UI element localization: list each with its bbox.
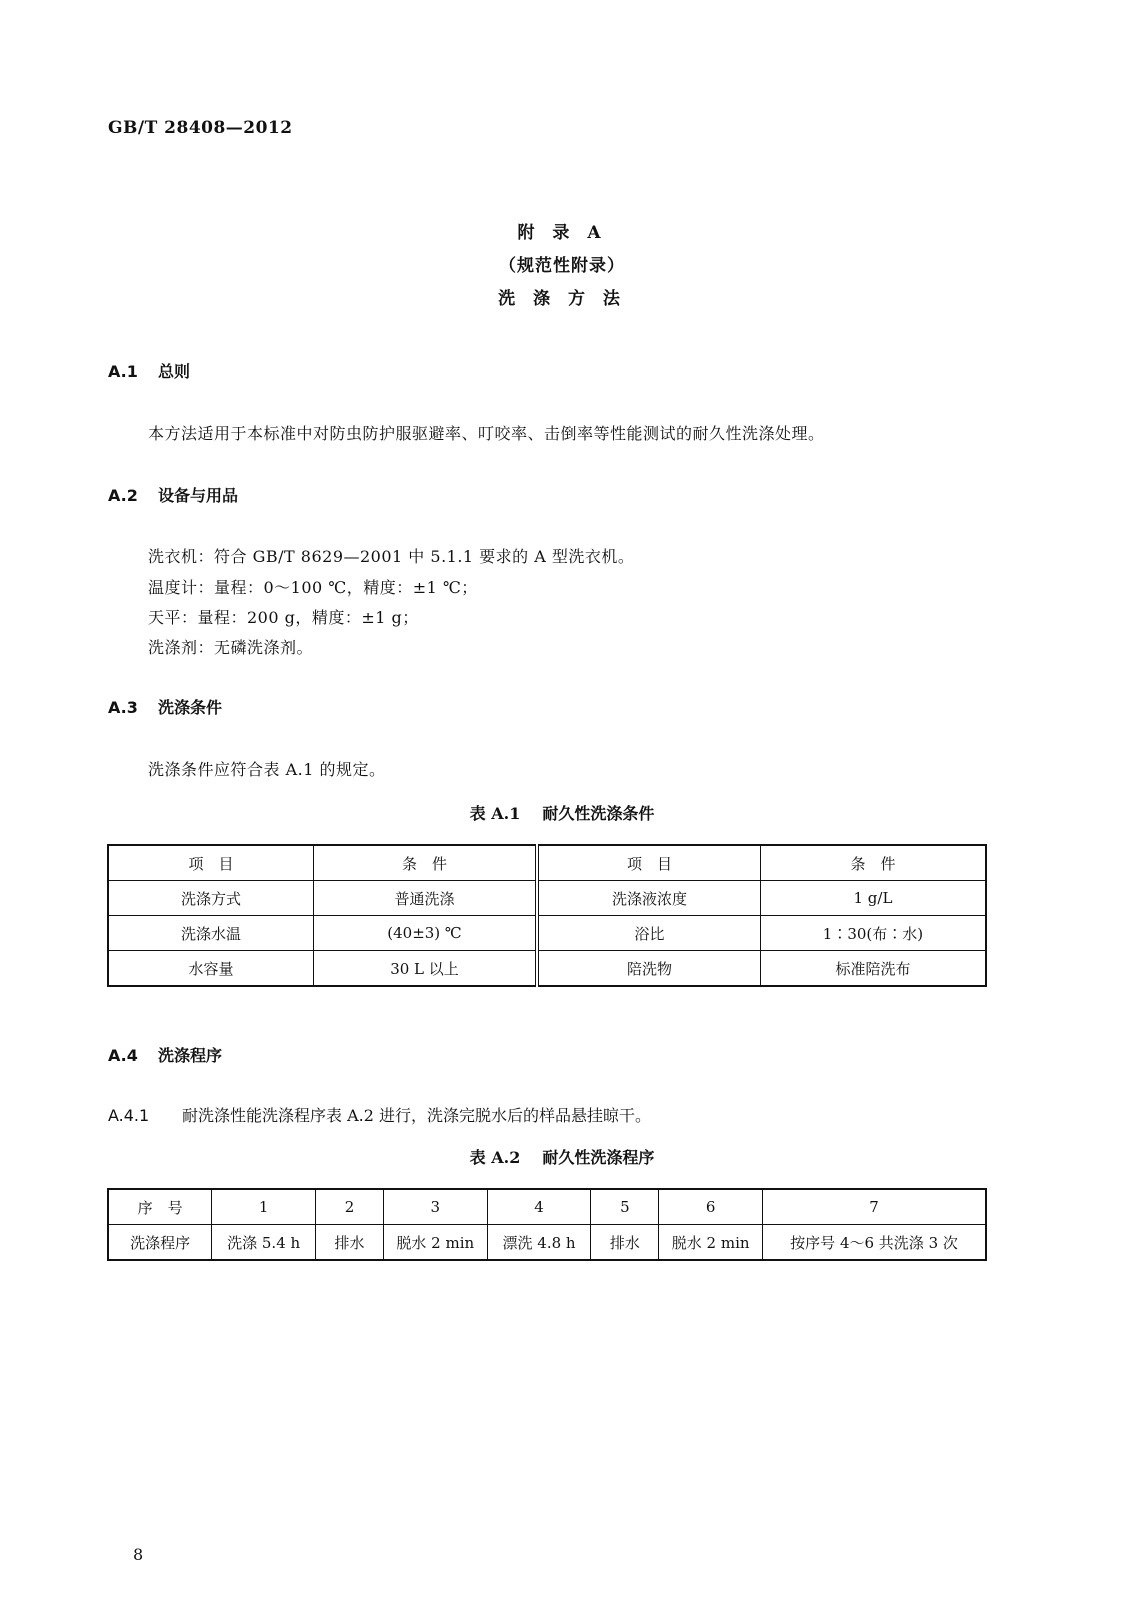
table-row (108, 881, 986, 916)
header-cell: 项 目 (537, 845, 760, 881)
table-cell: 按序号 4～6 共洗涤 3 次 (763, 1225, 986, 1261)
appendix-title: 附 录 A (517, 223, 607, 243)
table-header-row (108, 845, 986, 881)
caption-title: 耐久性洗涤程序 (542, 1148, 655, 1167)
section-title: 洗涤程序 (158, 1046, 223, 1065)
section-a4-1 (108, 1103, 651, 1126)
section-number: A.2 (108, 486, 138, 505)
table-cell: 1 g/L (760, 881, 986, 916)
section-a1-body: 本方法适用于本标准中对防虫防护服驱避率、叮咬率、击倒率等性能测试的耐久性洗涤处理。 (148, 424, 825, 443)
table-row (108, 916, 986, 951)
table-cell: 洗涤水温 (108, 916, 313, 951)
table-cell: 漂洗 4.8 h (487, 1225, 591, 1261)
table-cell: 水容量 (108, 951, 313, 987)
table-a1-caption (0, 801, 1124, 824)
section-a4-heading (108, 1043, 222, 1066)
table-cell: (40±3) ℃ (313, 916, 537, 951)
table-cell: 洗涤程序 (108, 1225, 212, 1261)
standard-number: GB/T 28408—2012 (108, 118, 293, 138)
table-cell: 排水 (591, 1225, 659, 1261)
equipment-line: 温度计：量程：0～100 ℃，精度：±1 ℃； (148, 578, 478, 597)
section-number: A.4 (108, 1046, 138, 1065)
header-cell: 条 件 (760, 845, 986, 881)
section-title: 总则 (158, 362, 191, 381)
table-row (108, 1189, 986, 1225)
table-cell: 4 (487, 1189, 591, 1225)
table-cell: 7 (763, 1189, 986, 1225)
table-cell: 序 号 (108, 1189, 212, 1225)
caption-title: 耐久性洗涤条件 (542, 804, 655, 823)
table-cell: 1∶30(布∶水) (760, 916, 986, 951)
header-cell: 条 件 (313, 845, 537, 881)
section-title: 洗涤条件 (158, 698, 223, 717)
table-cell: 洗涤 5.4 h (212, 1225, 316, 1261)
table-a1 (107, 844, 987, 987)
table-cell: 2 (316, 1189, 384, 1225)
table-cell: 5 (591, 1189, 659, 1225)
table-cell: 洗涤液浓度 (537, 881, 760, 916)
table-cell: 普通洗涤 (313, 881, 537, 916)
page-number: 8 (133, 1545, 144, 1564)
section-a3-heading (108, 695, 222, 718)
table-cell: 浴比 (537, 916, 760, 951)
table-cell: 陪洗物 (537, 951, 760, 987)
equipment-line: 天平：量程：200 g，精度：±1 g； (148, 608, 419, 627)
caption-number: 表 A.2 (469, 1148, 521, 1167)
table-cell: 标准陪洗布 (760, 951, 986, 987)
caption-number: 表 A.1 (469, 804, 521, 823)
section-a2-heading (108, 483, 238, 506)
table-cell: 3 (383, 1189, 487, 1225)
subsection-number: A.4.1 (108, 1106, 150, 1125)
subsection-body: 耐洗涤性能洗涤程序表 A.2 进行，洗涤完脱水后的样品悬挂晾干。 (182, 1106, 651, 1125)
table-a2-caption (0, 1145, 1124, 1168)
equipment-line: 洗衣机：符合 GB/T 8629—2001 中 5.1.1 要求的 A 型洗衣机。 (148, 547, 635, 566)
section-number: A.3 (108, 698, 138, 717)
table-cell: 脱水 2 min (659, 1225, 763, 1261)
table-a2 (107, 1188, 987, 1261)
table-cell: 6 (659, 1189, 763, 1225)
table-row (108, 1225, 986, 1261)
table-cell: 排水 (316, 1225, 384, 1261)
table-cell: 洗涤方式 (108, 881, 313, 916)
header-cell: 项 目 (108, 845, 313, 881)
section-a1-heading (108, 359, 190, 382)
table-row (108, 951, 986, 987)
appendix-subtitle: （规范性附录） (499, 256, 625, 276)
appendix-name: 洗 涤 方 法 (498, 289, 626, 309)
table-cell: 脱水 2 min (383, 1225, 487, 1261)
table-cell: 30 L 以上 (313, 951, 537, 987)
section-number: A.1 (108, 362, 138, 381)
table-cell: 1 (212, 1189, 316, 1225)
section-title: 设备与用品 (158, 486, 239, 505)
section-a3-body: 洗涤条件应符合表 A.1 的规定。 (148, 760, 386, 779)
equipment-line: 洗涤剂：无磷洗涤剂。 (148, 638, 314, 657)
